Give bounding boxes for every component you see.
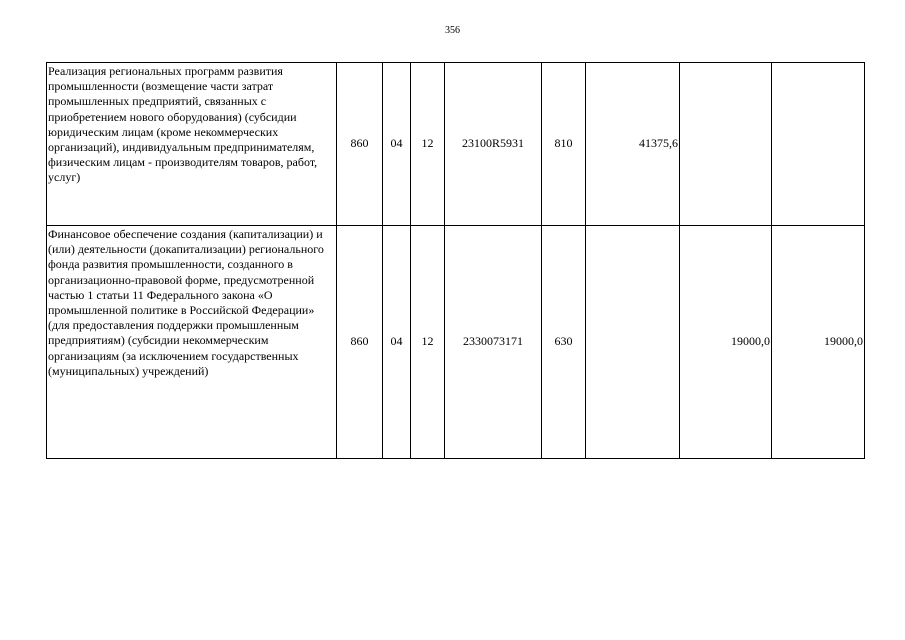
subsection-code: 12 bbox=[411, 63, 445, 226]
amount-year3 bbox=[772, 63, 865, 226]
target-article-code: 2330073171 bbox=[445, 226, 542, 459]
section-code: 04 bbox=[383, 226, 411, 459]
row-description: Реализация региональных программ развития промышленности (возмещение части затрат промышленных предприятий, связанных с приобретением нового оборудования) (субсидии юридическим лицам (кроме некоммерческих организаций), индивидуальным предпринимателям, физическим лицам - производителям товаров, работ, услуг) bbox=[47, 63, 337, 226]
amount-year2: 19000,0 bbox=[680, 226, 772, 459]
amount-year1 bbox=[586, 226, 680, 459]
table-row bbox=[47, 63, 865, 226]
subsection-code: 12 bbox=[411, 226, 445, 459]
table-row bbox=[47, 226, 865, 459]
row-description: Финансовое обеспечение создания (капитализации) и (или) деятельности (докапитализации) регионального фонда развития промышленности, созданного в организационно-правовой форме, предусмотренной частью 1 статьи 11 Федерального закона «О промышленной политике в Российской Федерации» (для предоставления поддержки промышленным предприятиям) (субсидии некоммерческим организациям (за исключением государственных (муниципальных) учреждений) bbox=[47, 226, 337, 459]
target-article-code: 23100R5931 bbox=[445, 63, 542, 226]
amount-year1: 41375,6 bbox=[586, 63, 680, 226]
section-code: 04 bbox=[383, 63, 411, 226]
amount-year2 bbox=[680, 63, 772, 226]
budget-table bbox=[46, 62, 865, 459]
expense-type-code: 630 bbox=[542, 226, 586, 459]
expense-type-code: 810 bbox=[542, 63, 586, 226]
ministry-code: 860 bbox=[337, 63, 383, 226]
amount-year3: 19000,0 bbox=[772, 226, 865, 459]
page-number: 356 bbox=[445, 25, 460, 36]
ministry-code: 860 bbox=[337, 226, 383, 459]
